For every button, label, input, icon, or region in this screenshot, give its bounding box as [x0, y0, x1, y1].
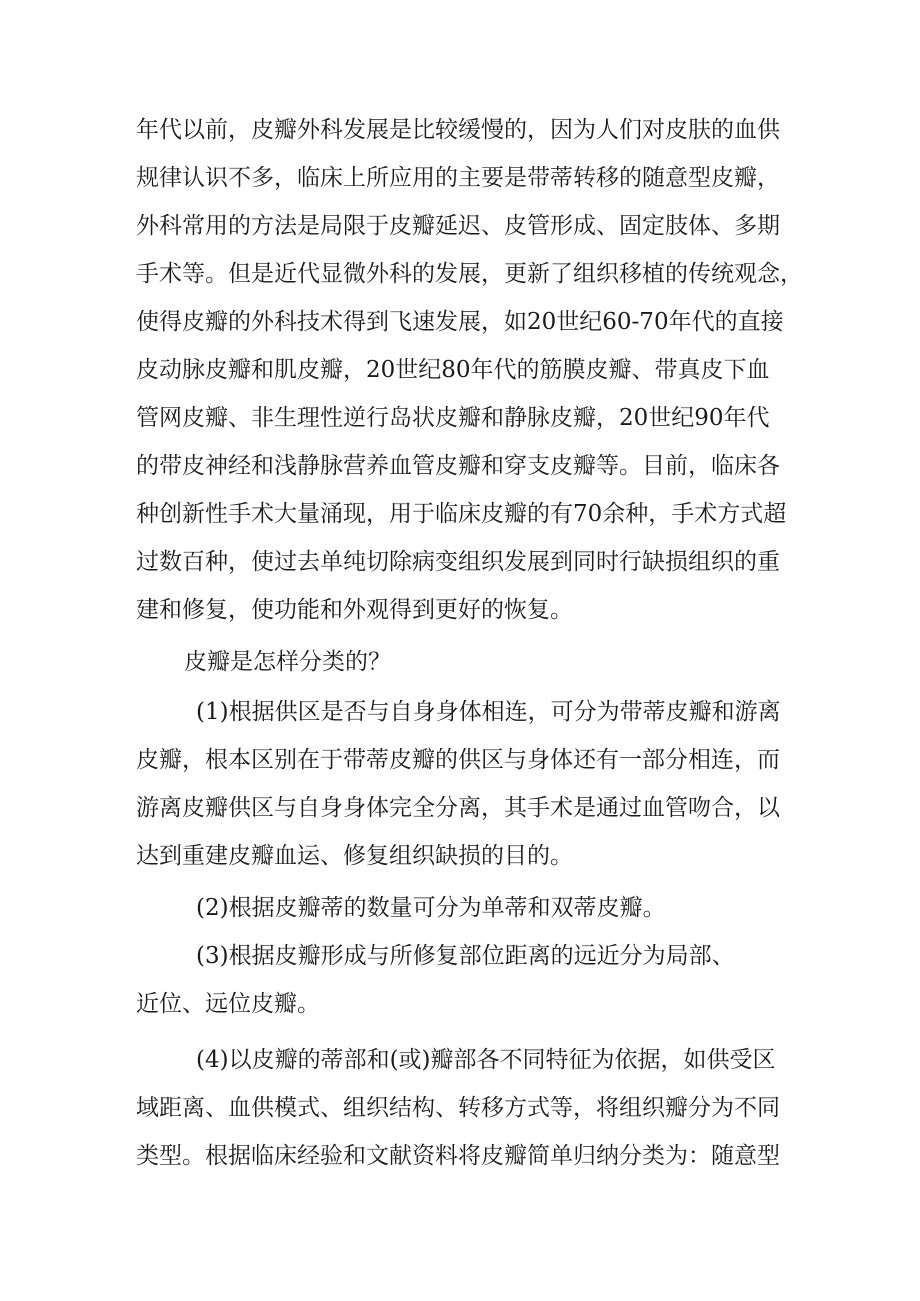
item-3-line: 近位、远位皮瓣。: [136, 991, 320, 1017]
item-4-line: 类型。根据临床经验和文献资料将皮瓣简单归纳分类为：随意型: [136, 1143, 780, 1169]
item-1-line: 达到重建皮瓣血运、修复组织缺损的目的。: [136, 843, 573, 869]
item-1-line: (1)根据供区是否与自身身体相连，可分为带蒂皮瓣和游离: [196, 699, 781, 725]
item-3-line: (3)根据皮瓣形成与所修复部位距离的远近分为局部、: [196, 943, 735, 969]
section-question: 皮瓣是怎样分类的？: [184, 649, 391, 675]
paragraph-line: 年代以前，皮瓣外科发展是比较缓慢的，因为人们对皮肤的血供: [136, 117, 780, 143]
paragraph-line: 建和修复，使功能和外观得到更好的恢复。: [136, 597, 573, 623]
paragraph-line: 的带皮神经和浅静脉营养血管皮瓣和穿支皮瓣等。目前，临床各: [136, 453, 780, 479]
paragraph-line: 外科常用的方法是局限于皮瓣延迟、皮管形成、固定肢体、多期: [136, 213, 780, 239]
paragraph-line: 皮动脉皮瓣和肌皮瓣，20世纪80年代的筋膜皮瓣、带真皮下血: [136, 357, 770, 383]
item-1-line: 皮瓣，根本区别在于带蒂皮瓣的供区与身体还有一部分相连，而: [136, 747, 780, 773]
paragraph-line: 管网皮瓣、非生理性逆行岛状皮瓣和静脉皮瓣，20世纪90年代: [136, 405, 770, 431]
item-4-line: 域距离、血供模式、组织结构、转移方式等，将组织瓣分为不同: [136, 1095, 780, 1121]
paragraph-line: 使得皮瓣的外科技术得到飞速发展，如20世纪60-70年代的直接: [136, 309, 784, 335]
paragraph-line: 过数百种，使过去单纯切除病变组织发展到同时行缺损组织的重: [136, 549, 780, 575]
paragraph-line: 种创新性手术大量涌现，用于临床皮瓣的有70余种，手术方式超: [136, 501, 787, 527]
paragraph-line: 规律认识不多，临床上所应用的主要是带蒂转移的随意型皮瓣，: [136, 165, 780, 191]
paragraph-line: 手术等。但是近代显微外科的发展，更新了组织移植的传统观念，: [136, 261, 803, 287]
item-2-line: (2)根据皮瓣蒂的数量可分为单蒂和双蒂皮瓣。: [196, 895, 666, 921]
item-1-line: 游离皮瓣供区与自身身体完全分离，其手术是通过血管吻合，以: [136, 795, 780, 821]
item-4-line: (4)以皮瓣的蒂部和(或)瓣部各不同特征为依据，如供受区: [196, 1047, 776, 1073]
